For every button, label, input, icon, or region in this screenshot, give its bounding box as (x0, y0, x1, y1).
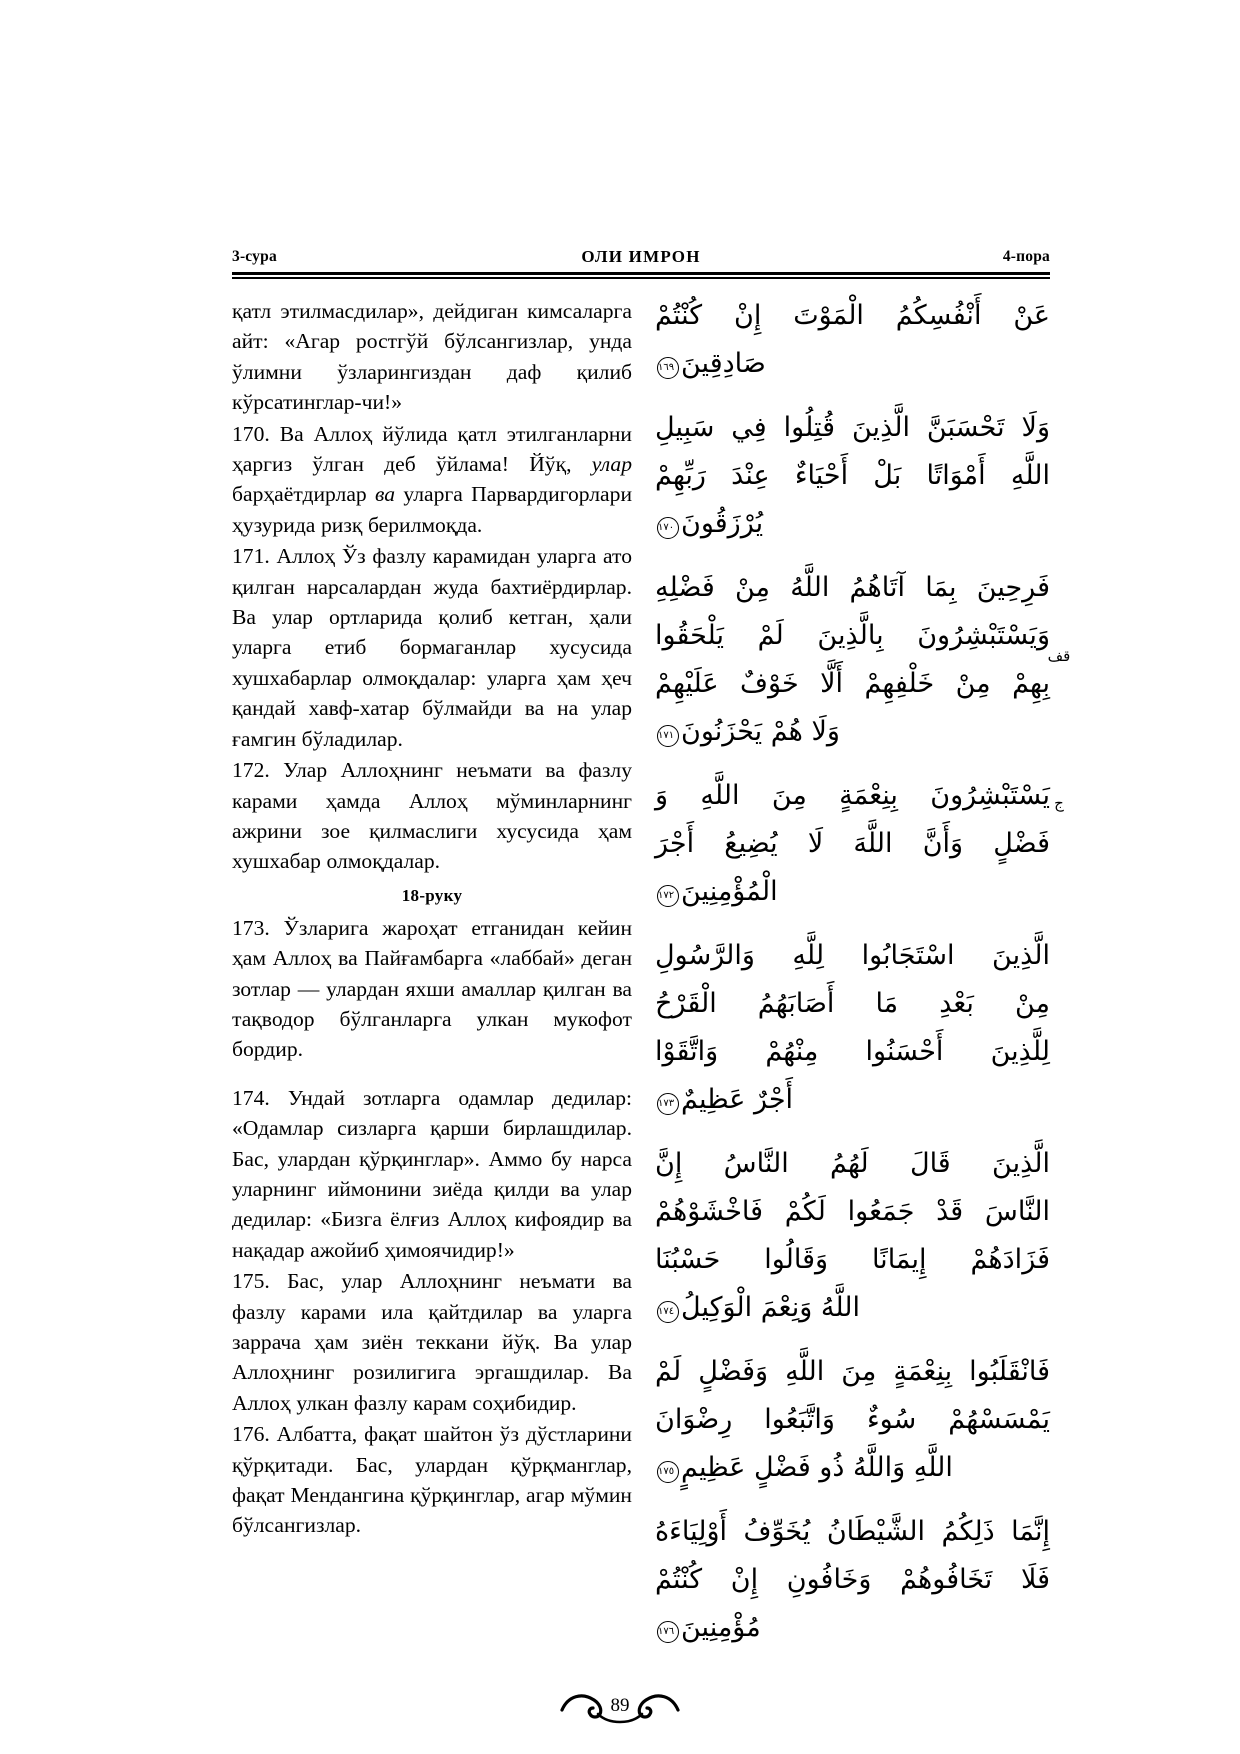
verse-170-italic-va: ва (375, 482, 396, 507)
translation-column (232, 296, 632, 1542)
arabic-line-with-ayah-mark (655, 1604, 1050, 1652)
translation-paragraph-171: 171. Аллоҳ Ўз фазлу карамидан уларга ато қилган нарсалардан жуда бахтиёрдирлар. Ва улар ортларида қолиб кетган, ҳали уларга етиб бормаганлар хусусида хушхабарлар олмоқдалар: уларга ҳам ҳеч қандай хавф-хатар бўлмайди ва на улар ғамгин бўладилар. (232, 544, 632, 751)
divider-rule-thin (232, 277, 1050, 279)
translation-paragraph-175: 175. Бас, улар Аллоҳнинг неъмати ва фазлу карами ила қайтдилар ва уларга заррача ҳам зиён теккани йўқ. Ва улар Аллоҳнинг розилигига эргашдилар. Ва Аллоҳ улкан фазлу карам соҳибидир. (232, 1269, 632, 1415)
margin-stop-sign-qaf: قف (1047, 647, 1071, 665)
translation-paragraph-173: 173. Ўзларига жароҳат етганидан кейин ҳам Аллоҳ ва Пайғамбарга «лаббай» деган зотлар — улардан яхши амаллар қилган ва тақводор бўлганларга улкан мукофот бордир. (232, 915, 632, 1062)
arabic-line-with-ayah-mark (655, 340, 1050, 388)
arabic-block-170 (655, 404, 1050, 548)
arabic-line-with-ayah-mark (655, 1284, 1050, 1332)
ayah-number-mark: ١٧٥ (657, 1461, 679, 1483)
arabic-line: يَمْسَسْهُمْ سُوءٌ وَاتَّبَعُوا رِضْوَانَ (655, 1404, 1050, 1435)
verse-170-text-part-3: уларга Парвардигорлари ҳузурида ризқ берилмоқда. (232, 482, 632, 537)
margin-stop-sign-jeem: ج (1054, 794, 1064, 812)
arabic-line-text: اللَّهُ وَنِعْمَ الْوَكِيلُ (681, 1292, 860, 1323)
ayah-number-mark: ١٦٩ (657, 357, 679, 379)
arabic-column (655, 292, 1050, 1652)
arabic-line: فَلَا تَخَافُوهُمْ وَخَافُونِ إِنْ كُنْتُمْ (655, 1564, 1050, 1595)
folio-ornament (550, 1684, 690, 1730)
arabic-line: النَّاسَ قَدْ جَمَعُوا لَكُمْ فَاخْشَوْهُمْ (655, 1196, 1050, 1227)
arabic-line-text: يُرْزَقُونَ (681, 508, 764, 539)
arabic-line: يَسْتَبْشِرُونَ بِنِعْمَةٍ مِنَ اللَّهِ وَ (655, 780, 1050, 811)
arabic-line-with-ayah-mark (655, 1444, 1050, 1492)
folio (0, 1684, 1240, 1735)
page-number: 89 (610, 1695, 630, 1716)
arabic-line: الَّذِينَ اسْتَجَابُوا لِلَّهِ وَالرَّسُولِ (655, 940, 1050, 971)
arabic-block-175 (655, 1348, 1050, 1492)
arabic-line: مِنْ بَعْدِ مَا أَصَابَهُمُ الْقَرْحُ (655, 988, 1050, 1019)
arabic-line: وَيَسْتَبْشِرُونَ بِالَّذِينَ لَمْ يَلْحَقُوا (655, 620, 1050, 651)
translation-paragraph-170 (232, 419, 632, 541)
arabic-line-text: اللَّهِ وَاللَّهُ ذُو فَضْلٍ عَظِيمٍ (681, 1452, 953, 1483)
arabic-line-with-ayah-mark (655, 500, 1050, 548)
translation-paragraph-174: 174. Ундай зотларга одамлар дедилар: «Одамлар сизларга қарши бирлашдилар. Бас, улардан қўрқинглар». Аммо бу нарса уларнинг иймонини зиёда қилди ва улар дедилар: «Бизга ёлғиз Аллоҳ кифоядир ва нақадар ажойиб ҳимоячидир!» (232, 1085, 632, 1262)
arabic-block-174 (655, 1140, 1050, 1332)
ayah-number-mark: ١٧٣ (657, 1093, 679, 1115)
translation-paragraph-176: 176. Албатта, фақат шайтон ўз дўстларини қўрқитади. Бас, улардан қўрқманглар, фақат Мендангина қўрқинглар, агар мўмин бўлсангизлар. (232, 1422, 632, 1538)
arabic-line: لِلَّذِينَ أَحْسَنُوا مِنْهُمْ وَاتَّقَوْا (655, 1036, 1050, 1067)
ruku-heading: 18-руку (401, 885, 463, 905)
translation-paragraph-172: 172. Улар Аллоҳнинг неъмати ва фазлу карами ҳамда Аллоҳ мўминларнинг ажрини зое қилмаслиги хусусида ҳам хушхабар олмоқдалар. (232, 758, 632, 874)
arabic-block-171 (655, 564, 1050, 756)
running-head (232, 246, 1050, 268)
arabic-line: فَزَادَهُمْ إِيمَانًا وَقَالُوا حَسْبُنَا (655, 1244, 1050, 1275)
verse-170-text-part-1: 170. Ва Аллоҳ йўлида қатл этилганларни ҳаргиз ўлган деб ўйлама! Йўқ, (232, 421, 632, 477)
ayah-number-mark: ١٧٢ (657, 885, 679, 907)
arabic-line-text: أَجْرٌ عَظِيمٌ (681, 1084, 794, 1115)
ayah-number-mark: ١٧٦ (657, 1621, 679, 1643)
arabic-line: إِنَّمَا ذَلِكُمُ الشَّيْطَانُ يُخَوِّفُ أَوْلِيَاءَهُ (655, 1516, 1050, 1547)
arabic-block-172 (655, 772, 1050, 916)
arabic-block-176 (655, 1508, 1050, 1652)
arabic-line: الَّذِينَ قَالَ لَهُمُ النَّاسُ إِنَّ (655, 1148, 1050, 1179)
arabic-line: اللَّهِ أَمْوَاتًا بَلْ أَحْيَاءٌ عِنْدَ رَبِّهِمْ (655, 460, 1050, 491)
arabic-line: فَانْقَلَبُوا بِنِعْمَةٍ مِنَ اللَّهِ وَفَضْلٍ لَمْ (655, 1356, 1050, 1387)
verse-170-text-part-2: барҳаётдирлар (232, 482, 376, 507)
translation-paragraph-169-continued: қатл этилмасдилар», дейдиган кимсаларга айт: «Агар ростгўй бўлсангизлар, унда ўлимни ўзларингиздан даф қилиб кўрсатинглар-чи!» (232, 299, 632, 415)
header-divider (232, 272, 1050, 279)
arabic-line: عَنْ أَنْفُسِكُمُ الْمَوْتَ إِنْ كُنْتُمْ (655, 300, 1050, 331)
arabic-line: وَلَا تَحْسَبَنَّ الَّذِينَ قُتِلُوا فِي سَبِيلِ (655, 412, 1050, 443)
running-head-surah-name: ОЛИ ИМРОН (581, 247, 701, 266)
ayah-number-mark: ١٧١ (657, 725, 679, 747)
verse-170-italic-ular: улар (591, 452, 632, 477)
arabic-line: بِهِمْ مِنْ خَلْفِهِمْ أَلَّا خَوْفٌ عَلَيْهِمْ (655, 668, 1050, 699)
running-head-juz-number: 4-пора (1002, 248, 1050, 265)
arabic-line-text: مُؤْمِنِينَ (681, 1612, 761, 1643)
ayah-number-mark: ١٧٠ (657, 517, 679, 539)
arabic-block-169 (655, 292, 1050, 388)
ayah-number-mark: ١٧٤ (657, 1301, 679, 1323)
arabic-block-173 (655, 932, 1050, 1124)
arabic-line-with-ayah-mark (655, 708, 1050, 756)
arabic-line-with-ayah-mark (655, 868, 1050, 916)
arabic-line-with-ayah-mark (655, 1076, 1050, 1124)
arabic-line-text: الْمُؤْمِنِينَ (681, 876, 778, 907)
arabic-line: فَضْلٍ وَأَنَّ اللَّهَ لَا يُضِيعُ أَجْرَ (655, 828, 1050, 859)
arabic-line: فَرِحِينَ بِمَا آتَاهُمُ اللَّهُ مِنْ فَضْلِهِ (655, 572, 1050, 603)
running-head-surah-number: 3-сура (232, 248, 277, 265)
arabic-line-text: صَادِقِينَ (681, 348, 766, 379)
arabic-line-text: وَلَا هُمْ يَحْزَنُونَ (681, 716, 840, 747)
